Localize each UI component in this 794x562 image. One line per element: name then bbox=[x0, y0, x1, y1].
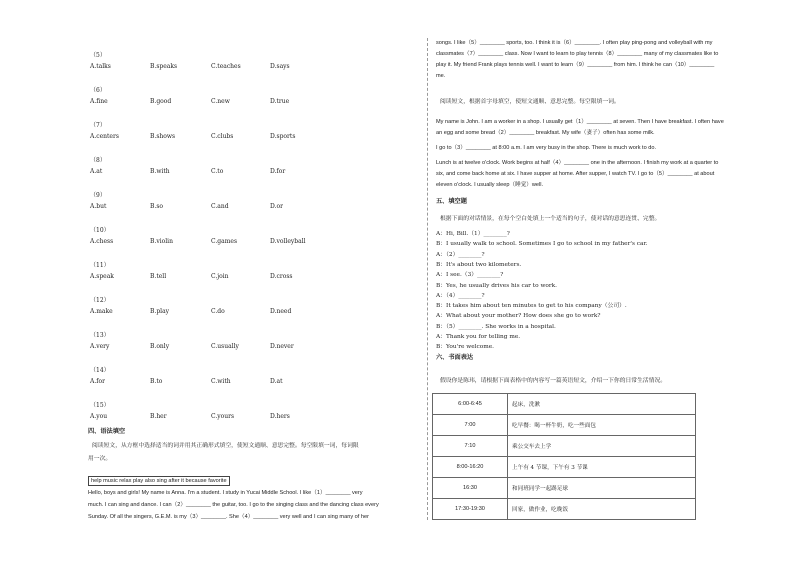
answer-option: D.or bbox=[270, 203, 283, 210]
answer-option: C.usually bbox=[211, 343, 239, 350]
john-passage-line2: an egg and some bread（2）________ breakfast. My wife（妻子）often has some milk. bbox=[436, 130, 655, 136]
answer-option: C.new bbox=[211, 98, 230, 105]
question-number: （11） bbox=[90, 262, 110, 269]
answer-option: A.you bbox=[90, 413, 108, 420]
dialogue-line: B：（5）________. She works in a hospital. bbox=[436, 323, 556, 330]
answer-option: A.centers bbox=[90, 133, 119, 140]
answer-option: B.good bbox=[150, 98, 172, 105]
john-passage-line3: I go to（3）________ at 8:00 a.m. I am very busy in the shop. There is much work to do. bbox=[436, 145, 657, 151]
answer-option: B.with bbox=[150, 168, 170, 175]
dialogue-line: A：（2）________? bbox=[436, 251, 485, 258]
schedule-time: 16:30 bbox=[433, 478, 508, 499]
section-4-instruction-line2: 用一次。 bbox=[88, 456, 112, 462]
answer-option: D.sports bbox=[270, 133, 296, 140]
schedule-row bbox=[433, 478, 696, 499]
schedule-time: 7:10 bbox=[433, 436, 508, 457]
schedule-time: 17:30-19:30 bbox=[433, 499, 508, 520]
dialogue-line: B：It's about two kilometers. bbox=[436, 261, 522, 268]
schedule-activity: 和同班同学一起踢足球 bbox=[508, 478, 696, 499]
section-4-passage-line3: Sunday. Of all the singers, G.E.M. is my（3）________. She（4）________ very well and I can sing many of her bbox=[88, 514, 369, 520]
dialogue-line: B：I usually walk to school. Sometimes I go to school in my father's car. bbox=[436, 241, 648, 248]
schedule-activity: 起床，洗漱 bbox=[508, 394, 696, 415]
answer-option: B.tell bbox=[150, 273, 167, 280]
passage-continued-line4: me. bbox=[436, 73, 446, 79]
answer-option: A.fine bbox=[90, 98, 108, 105]
answer-option: A.talks bbox=[90, 63, 111, 70]
john-passage-line1: My name is John. I am a worker in a shop. I usually get（1）________ at seven. Then I have breakfast. I often have bbox=[436, 119, 724, 125]
section-4-passage-line1: Hello, boys and girls! My name is Anna. I'm a student. I study in Yucai Middle School. I like（1）________ very bbox=[88, 490, 363, 496]
schedule-row bbox=[433, 457, 696, 478]
schedule-row bbox=[433, 499, 696, 520]
answer-option: B.only bbox=[150, 343, 170, 350]
answer-option: D.hers bbox=[270, 413, 290, 420]
section-4-passage-line2: much. I can sing and dance. I can（2）________ the guitar, too. I go to the singing class and the dancing class every bbox=[88, 502, 379, 508]
answer-option: C.do bbox=[211, 308, 225, 315]
answer-option: A.at bbox=[90, 168, 103, 175]
question-number: （13） bbox=[90, 332, 110, 339]
answer-option: B.to bbox=[150, 378, 163, 385]
answer-option: A.chess bbox=[90, 238, 114, 245]
schedule-row bbox=[433, 394, 696, 415]
schedule-activity: 乘公交车去上学 bbox=[508, 436, 696, 457]
schedule-activity: 上午有 4 节课，下午有 3 节课 bbox=[508, 457, 696, 478]
john-passage-line5: six, and come back home at six. I have supper at home. After supper, I watch TV. I go to（5）________ at about bbox=[436, 171, 715, 177]
question-number: （12） bbox=[90, 297, 110, 304]
schedule-row bbox=[433, 415, 696, 436]
answer-option: C.games bbox=[211, 238, 238, 245]
answer-option: B.speaks bbox=[150, 63, 178, 70]
dialogue-line: A：（4）________? bbox=[436, 292, 485, 299]
word-bank-box: help music relax play also sing after it because favorite bbox=[88, 476, 230, 486]
passage-continued-line2: classmates（7）________ class. Now I want to learn to play tennis（8）________ many of my classmates like to bbox=[436, 51, 719, 57]
answer-option: A.make bbox=[90, 308, 113, 315]
schedule-row bbox=[433, 436, 696, 457]
answer-option: C.join bbox=[211, 273, 229, 280]
section-4-instruction-line1: 阅读短文，从方框中选择适当的词并用其正确形式填空，使短文通顺、意思完整。每空限填一词，每词限 bbox=[92, 443, 359, 449]
answer-option: C.with bbox=[211, 378, 231, 385]
column-divider bbox=[427, 38, 428, 520]
dialogue-line: A：I see.（3）________? bbox=[436, 272, 504, 279]
answer-option: D.says bbox=[270, 63, 290, 70]
daily-schedule-table bbox=[432, 393, 696, 520]
answer-option: C.to bbox=[211, 168, 224, 175]
john-passage-line6: eleven o'clock. I usually sleep（睡觉）well. bbox=[436, 182, 544, 188]
question-number: （15） bbox=[90, 402, 110, 409]
schedule-activity: 回家，做作业，吃晚饭 bbox=[508, 499, 696, 520]
john-passage-line4: Lunch is at twelve o'clock. Work begins at half（4）________ one in the afternoon. I finish my work at a quarter to bbox=[436, 160, 719, 166]
answer-option: D.cross bbox=[270, 273, 293, 280]
dialogue-line: A：Thank you for telling me. bbox=[436, 334, 521, 340]
answer-option: D.for bbox=[270, 168, 286, 175]
answer-option: C.clubs bbox=[211, 133, 234, 140]
answer-option: C.teaches bbox=[211, 63, 241, 70]
section-5-title: 五、填空题 bbox=[436, 198, 467, 205]
answer-option: A.very bbox=[90, 343, 110, 350]
question-number: （8） bbox=[90, 157, 106, 164]
answer-option: C.and bbox=[211, 203, 229, 210]
question-number: （10） bbox=[90, 227, 110, 234]
answer-option: D.volleyball bbox=[270, 238, 306, 245]
dialogue-line: B：You're welcome. bbox=[436, 344, 494, 351]
answer-option: B.so bbox=[150, 203, 164, 210]
passage-continued-line3: play it. My friend Frank plays tennis well. I want to learn（9）________ from him. I think he can（10）________ bbox=[436, 62, 715, 68]
answer-option: B.play bbox=[150, 308, 170, 315]
answer-option: B.her bbox=[150, 413, 167, 420]
answer-option: A.speak bbox=[90, 273, 114, 280]
section-6-title: 六、书面表达 bbox=[436, 354, 474, 361]
dialogue-line: A：What about your mother? How does she go to work? bbox=[436, 313, 601, 320]
answer-option: D.never bbox=[270, 343, 294, 350]
question-number: （9） bbox=[90, 192, 106, 199]
section-6-instruction: 假设你是陈玮，请根据下面表格中的内容写一篇英语短文，介绍一下你的日常生活情况。 bbox=[440, 378, 667, 384]
question-number: （6） bbox=[90, 87, 106, 94]
answer-option: A.for bbox=[90, 378, 105, 385]
section-5-instruction: 根据下面的对话情景，在每个空白处填上一个适当的句子，使对话的意思连贯、完整。 bbox=[440, 216, 661, 222]
question-number: （7） bbox=[90, 122, 106, 129]
dialogue-line: B：Yes, he usually drives his car to work. bbox=[436, 282, 558, 289]
dialogue-line: B：It takes him about ten minutes to get to his company（公司）. bbox=[436, 303, 627, 310]
schedule-time: 8:00-16:20 bbox=[433, 457, 508, 478]
answer-option: A.but bbox=[90, 203, 107, 210]
section-4-title: 四、语法填空 bbox=[88, 428, 126, 435]
cloze-instruction: 阅读短文，根据首字母填空，使短文通顺、意思完整。每空限填一词。 bbox=[440, 99, 620, 105]
answer-option: B.violin bbox=[150, 238, 173, 245]
question-number: （5） bbox=[90, 52, 106, 59]
answer-option: D.need bbox=[270, 308, 292, 315]
question-number: （14） bbox=[90, 367, 110, 374]
schedule-time: 6:00-6:45 bbox=[433, 394, 508, 415]
answer-option: D.at bbox=[270, 378, 283, 385]
answer-option: D.true bbox=[270, 98, 290, 105]
dialogue-line: A：Hi, Bill.（1）________? bbox=[436, 231, 510, 237]
answer-option: B.shows bbox=[150, 133, 176, 140]
answer-option: C.yours bbox=[211, 413, 235, 420]
schedule-time: 7:00 bbox=[433, 415, 508, 436]
schedule-activity: 吃早餐：喝一杯牛奶，吃一些面包 bbox=[508, 415, 696, 436]
passage-continued-line1: songs. I like（5）________ sports, too. I think it is（6）________. I often play ping-pong and volleyball with my bbox=[436, 40, 713, 46]
